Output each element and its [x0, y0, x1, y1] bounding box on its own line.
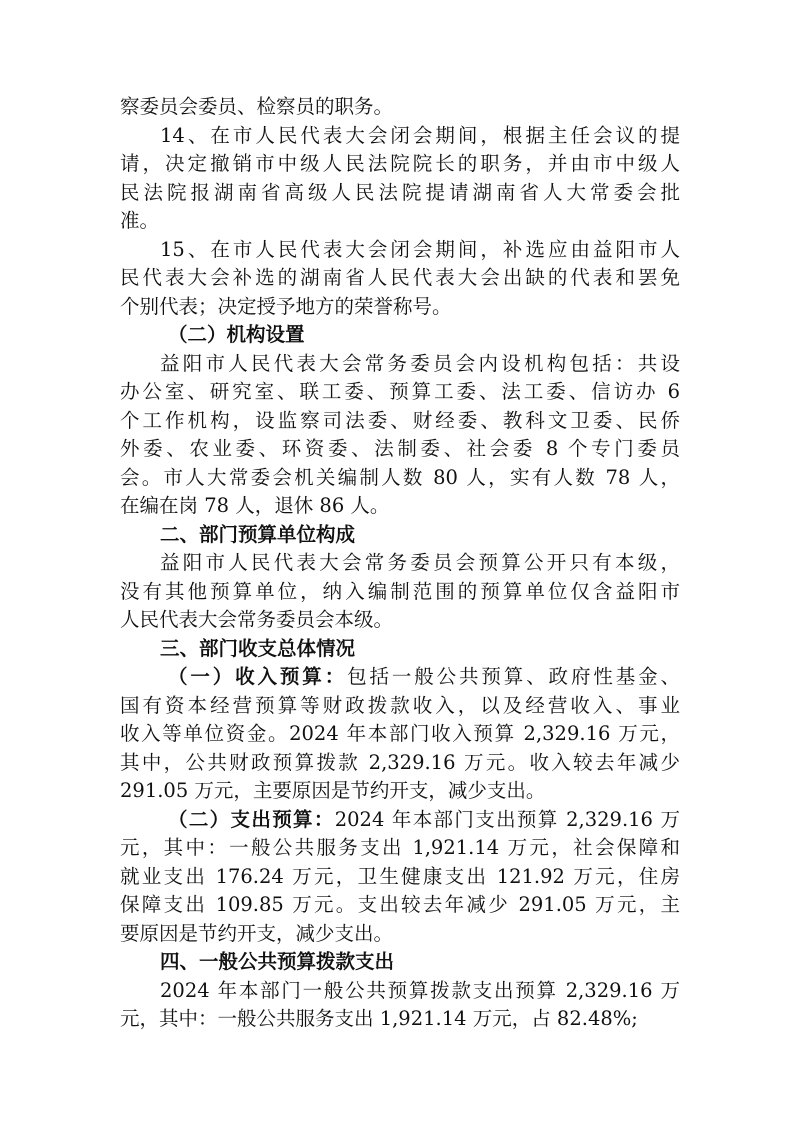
paragraph-line: 就业支出 176.24 万元，卫生健康支出 121.92 万元，住房 — [120, 864, 680, 888]
paragraph-line: 没有其他预算单位，纳入编制范围的预算单位仅含益阳市 — [120, 579, 680, 603]
paragraph-line: 会。市人大常委会机关编制人数 80 人，实有人数 78 人， — [120, 465, 680, 489]
paragraph-line: 国有资本经营预算等财政拨款收入，以及经营收入、事业 — [120, 693, 680, 717]
paragraph-line: 察委员会委员、检察员的职务。 — [120, 95, 394, 118]
paragraph-line: 人民代表大会常务委员会本级。 — [120, 608, 394, 631]
paragraph-line: 外委、农业委、环资委、法制委、社会委 8 个专门委员 — [120, 437, 680, 460]
expense-budget-heading: （二）支出预算： — [168, 807, 335, 831]
paragraph-line: 收入等单位资金。2024 年本部门收入预算 2,329.16 万元， — [120, 722, 680, 745]
paragraph-text: 2024 年本部门支出预算 2,329.16 万 — [334, 807, 680, 831]
paragraph-line: 请，决定撤销市中级人民法院院长的职务，并由市中级人 — [120, 152, 680, 175]
paragraph-line: 14、在市人民代表大会闭会期间，根据主任会议的提 — [160, 123, 680, 147]
paragraph-line: 个工作机构，设监察司法委、财经委、教科文卫委、民侨 — [120, 408, 680, 432]
section-heading: 四、一般公共预算拨款支出 — [160, 950, 395, 973]
paragraph-line: 个别代表；决定授予地方的荣誉称号。 — [120, 294, 452, 318]
paragraph-line: 益阳市人民代表大会常务委员会内设机构包括：共设 — [160, 351, 680, 375]
paragraph-line: 办公室、研究室、联工委、预算工委、法工委、信访办 6 — [120, 380, 680, 403]
paragraph-line — [168, 805, 680, 835]
paragraph-line: 在编在岗 78 人，退休 86 人。 — [120, 494, 390, 517]
paragraph-line: 2024 年本部门一般公共预算拨款支出预算 2,329.16 万 — [160, 978, 680, 1002]
paragraph-line: 民法院报湖南省高级人民法院提请湖南省人大常委会批 — [120, 180, 680, 204]
paragraph-line: 保障支出 109.85 万元。支出较去年减少 291.05 万元，主 — [120, 893, 680, 916]
paragraph-line — [168, 662, 680, 692]
section-heading: 二、部门预算单位构成 — [160, 522, 356, 546]
paragraph-line: 元，其中：一般公共服务支出 1,921.14 万元，占 82.48%; — [120, 1007, 638, 1030]
section-heading: 三、部门收支总体情况 — [160, 636, 356, 660]
section-heading: （二）机构设置 — [168, 323, 305, 346]
paragraph-line: 益阳市人民代表大会常务委员会预算公开只有本级， — [160, 551, 680, 574]
paragraph-text: 包括一般公共预算、政府性基金、 — [347, 665, 680, 688]
paragraph-line: 元，其中：一般公共服务支出 1,921.14 万元，社会保障和 — [120, 836, 680, 859]
paragraph-line: 要原因是节约开支，减少支出。 — [120, 921, 394, 945]
paragraph-line: 291.05 万元，主要原因是节约开支，减少支出。 — [120, 779, 546, 802]
paragraph-line: 民代表大会补选的湖南省人民代表大会出缺的代表和罢免 — [120, 266, 680, 289]
paragraph-line: 其中，公共财政预算拨款 2,329.16 万元。收入较去年减少 — [120, 750, 680, 774]
income-budget-heading: （一）收入预算： — [168, 665, 348, 688]
paragraph-line: 15、在市人民代表大会闭会期间，补选应由益阳市人 — [160, 237, 680, 261]
paragraph-line: 准。 — [120, 209, 160, 232]
